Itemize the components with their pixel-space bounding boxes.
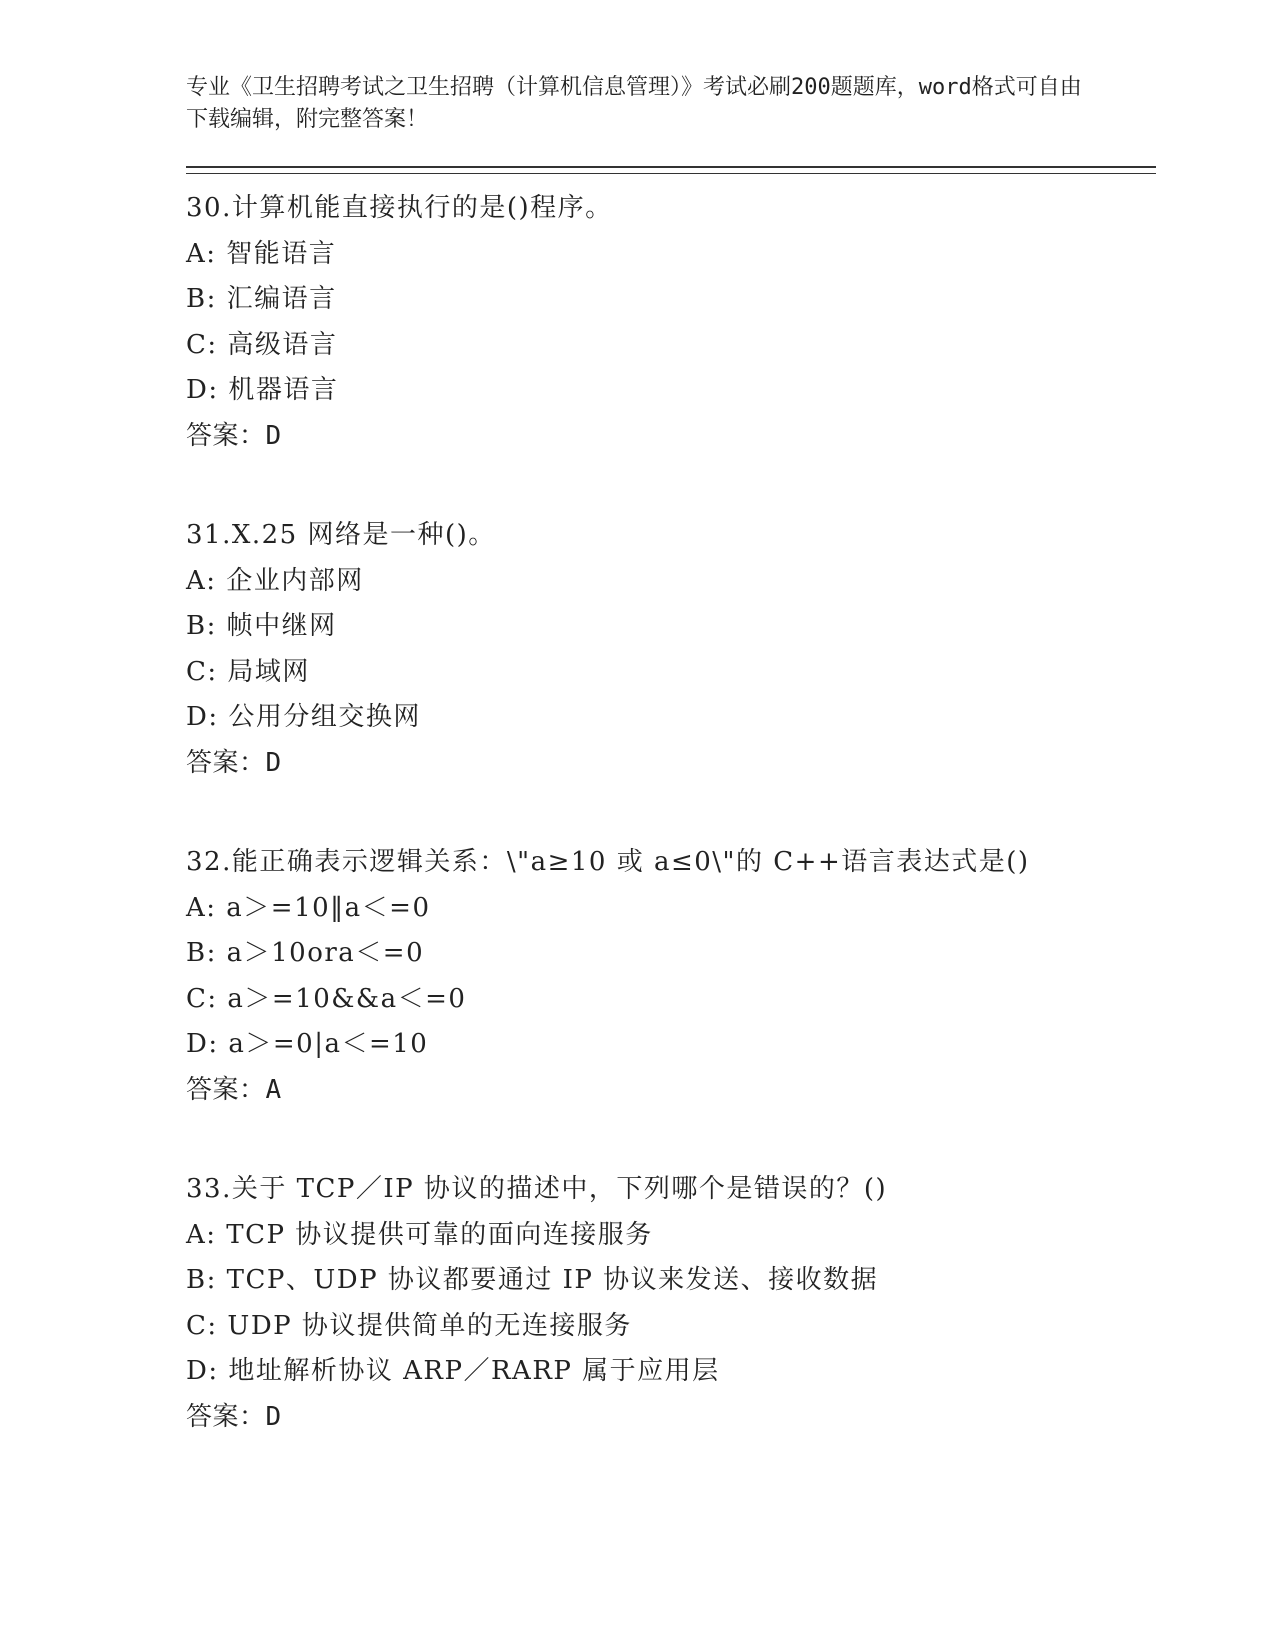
option-a: A: a＞=10‖a＜=0 [186,892,431,923]
question-stem: 30.计算机能直接执行的是()程序。 [186,193,613,223]
option-d: D: 地址解析协议 ARP／RARP 属于应用层 [186,1356,720,1386]
option-a: A: TCP 协议提供可靠的面向连接服务 [186,1219,653,1250]
header-divider [186,166,1156,174]
question-stem: 32.能正确表示逻辑关系：\"a≥10 或 a≤0\"的 C++语言表达式是() [186,847,1030,877]
option-b: B: 帧中继网 [186,611,337,641]
option-a: A: 企业内部网 [186,565,364,596]
option-a: A: 智能语言 [186,238,337,269]
option-d: D: 公用分组交换网 [186,702,421,732]
answer-line: 答案：D [186,1401,282,1432]
option-c: C: 高级语言 [186,329,338,360]
question-stem: 31.X.25 网络是一种()。 [186,520,496,550]
option-c: C: a＞=10&&a＜=0 [186,983,467,1014]
option-d: D: a＞=0|a＜=10 [186,1029,429,1059]
header-intro: 专业《卫生招聘考试之卫生招聘（计算机信息管理）》考试必刷200题题库，word格式可自由下载编辑，附完整答案！ [186,75,1082,132]
answer-line: 答案：D [186,420,282,451]
question-32 [186,840,1156,1113]
document-page [186,72,1156,1440]
option-c: C: 局域网 [186,656,310,687]
question-stem: 33.关于 TCP／IP 协议的描述中，下列哪个是错误的？() [186,1174,888,1204]
option-b: B: 汇编语言 [186,284,337,314]
question-31 [186,513,1156,786]
question-33 [186,1167,1156,1440]
answer-line: 答案：A [186,1074,282,1105]
option-b: B: a＞10ora＜=0 [186,938,425,968]
option-c: C: UDP 协议提供简单的无连接服务 [186,1310,632,1341]
question-30 [186,186,1156,459]
option-b: B: TCP、UDP 协议都要通过 IP 协议来发送、接收数据 [186,1265,879,1295]
answer-line: 答案：D [186,747,282,778]
option-d: D: 机器语言 [186,375,339,405]
